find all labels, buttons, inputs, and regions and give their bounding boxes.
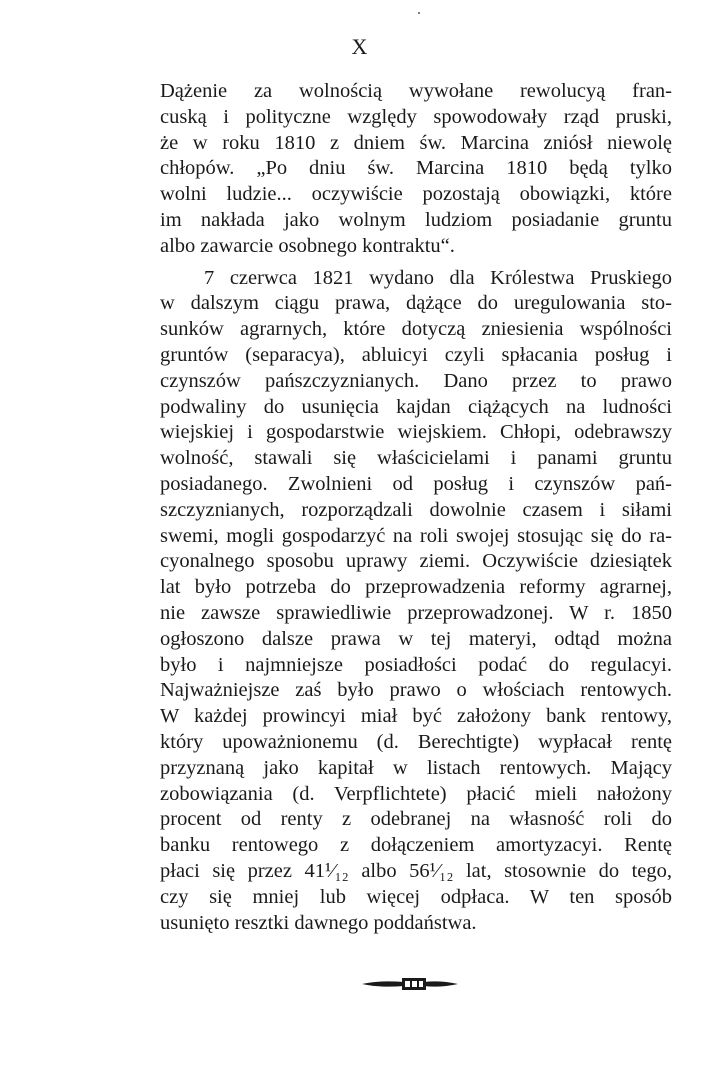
- text-line: czynszów pańszczyznianych. Dano przez to prawo: [160, 369, 672, 392]
- text-line: procent od renty z odebranej na własność roli do: [160, 808, 672, 831]
- text-line: posiadanego. Zwolnieni od posług i czynszów pań-: [160, 472, 672, 495]
- ink-speck: [418, 12, 420, 14]
- text-line: wolność, stawali się właścicielami i panami gruntu: [160, 447, 672, 470]
- text-line: wolni ludzie... oczywiście pozostają obowiązki, które: [160, 183, 672, 206]
- text-line: płaci się przez 41¹⁄₁₂ albo 56¹⁄₁₂ lat, stosownie do tego,: [160, 859, 672, 882]
- text-line: W każdej prowincyi miał być założony bank rentowy,: [160, 705, 672, 728]
- paragraph-2: [160, 266, 672, 937]
- paragraph-1: [160, 79, 672, 260]
- ornament-center-window: [419, 981, 423, 987]
- text-line: im nakłada jako wolnym ludziom posiadanie gruntu: [160, 208, 672, 231]
- text-line: podwaliny do usunięcia kajdan ciążących na ludności: [160, 395, 672, 418]
- ornament-right-flourish: [424, 981, 458, 986]
- text-line: sunków agrarnych, które dotyczą zniesienia wspólności: [160, 318, 672, 341]
- text-line: nie zawsze sprawiedliwie przeprowadzonej. W r. 1850: [160, 601, 672, 624]
- ornament-left-flourish: [362, 981, 404, 986]
- text-line: chłopów. „Po dniu św. Marcina 1810 będą tylko: [160, 157, 672, 180]
- text-line: zobowiązania (d. Verpflichtete) płacić mieli nałożony: [160, 782, 672, 805]
- text-line: wiejskiej i gospodarstwie wiejskiem. Chłopi, odebrawszy: [160, 421, 672, 444]
- text-line: ogłoszono dalsze prawa w tej materyi, odtąd można: [160, 627, 672, 650]
- body-text: [160, 79, 672, 936]
- text-line: przyznaną jako kapitał w listach rentowych. Mający: [160, 756, 672, 779]
- text-line: że w roku 1810 z dniem św. Marcina zniósł niewolę: [160, 131, 672, 154]
- text-line: gruntów (separacya), abluicyi czyli spłacania posług i: [160, 343, 672, 366]
- text-line: było i najmniejsze posiadłości podać do regulacyi.: [160, 653, 672, 676]
- text-line: w dalszym ciągu prawa, dążące do uregulowania sto-: [160, 292, 672, 315]
- text-line: banku rentowego z dołączeniem amortyzacyi. Rentę: [160, 834, 672, 857]
- text-line: albo zawarcie osobnego kontraktu“.: [160, 234, 455, 257]
- text-line: cuską i polityczne względy spowodowały rząd pruski,: [160, 105, 672, 128]
- text-line: 7 czerwca 1821 wydano dla Królestwa Pruskiego: [204, 266, 672, 289]
- end-ornament: [360, 975, 460, 993]
- text-line: Dążenie za wolnością wywołane rewolucyą fran-: [160, 80, 672, 102]
- text-line: który upoważnionemu (d. Berechtigte) wypłacał rentę: [160, 730, 672, 753]
- text-line: lat było potrzeba do przeprowadzenia reformy agrarnej,: [160, 576, 672, 599]
- ornament-center-window: [405, 981, 410, 987]
- text-line: czy się mniej lub więcej odpłaca. W ten sposób: [160, 885, 672, 908]
- text-line: usunięto resztki dawnego poddaństwa.: [160, 911, 477, 934]
- text-line: cyonalnego sposobu uprawy ziemi. Oczywiście dziesiątek: [160, 550, 672, 573]
- ornament-center-window: [412, 981, 417, 987]
- text-line: swemi, mogli gospodarzyć na roli swojej stosując się do ra-: [160, 524, 672, 547]
- text-line: Najważniejsze zaś było prawo o włościach rentowych.: [160, 679, 672, 702]
- page-number: X: [351, 34, 369, 59]
- text-line: szczyznianych, rozporządzali dowolnie czasem i siłami: [160, 498, 672, 521]
